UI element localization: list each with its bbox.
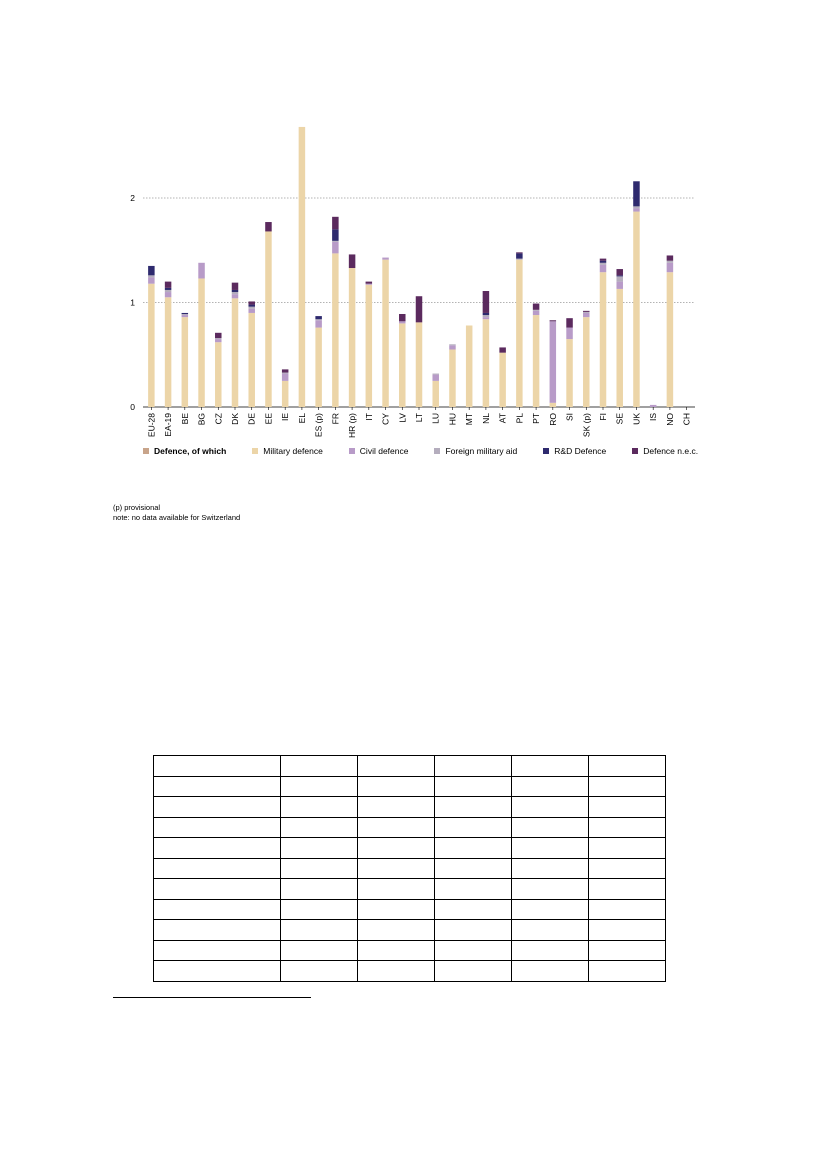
bar-bg-civil-defence xyxy=(198,263,205,279)
bar-si-defence-n-e-c- xyxy=(566,318,573,327)
x-tick-label: AT xyxy=(497,413,508,424)
bar-skp-military-defence xyxy=(583,317,590,407)
table-row xyxy=(154,817,666,838)
chart-legend xyxy=(143,446,698,456)
bar-de-military-defence xyxy=(248,313,255,407)
legend-label-civil-defence: Civil defence xyxy=(359,446,409,456)
bar-se-military-defence xyxy=(616,289,623,407)
table-cell xyxy=(589,920,666,941)
bar-pl-defence-n-e-c- xyxy=(516,252,523,253)
bar-ea19-military-defence xyxy=(165,297,172,407)
bar-fr-foreign-military-aid xyxy=(332,241,339,242)
bar-cz-civil-defence xyxy=(215,339,222,342)
x-tick-label: IE xyxy=(280,413,291,422)
bar-dk-foreign-military-aid xyxy=(232,292,239,294)
table-cell xyxy=(154,899,281,920)
table-cell xyxy=(281,817,358,838)
bar-se-civil-defence xyxy=(616,282,623,289)
table-cell xyxy=(281,776,358,797)
table-cell xyxy=(589,756,666,777)
bar-eu28-military-defence xyxy=(148,284,155,407)
bar-ea19-civil-defence xyxy=(165,292,172,297)
chart-notes xyxy=(113,503,240,523)
table-cell xyxy=(154,838,281,859)
bar-de-defence-n-e-c- xyxy=(248,301,255,304)
legend-swatch-military-defence xyxy=(252,448,258,454)
table-cell xyxy=(154,961,281,982)
table-cell xyxy=(358,899,435,920)
bar-ea19-defence-n-e-c- xyxy=(165,282,172,288)
empty-table xyxy=(153,755,666,982)
bar-ro-defence-n-e-c- xyxy=(550,320,557,321)
bar-lu-civil-defence xyxy=(432,375,439,381)
legend-swatch-civil-defence xyxy=(349,448,355,454)
legend-item-civil-defence xyxy=(349,446,409,456)
bar-hrp-military-defence xyxy=(349,268,356,407)
x-tick-label: LV xyxy=(397,413,408,423)
x-tick-label: NO xyxy=(664,413,675,426)
legend-label-foreign-military-aid: Foreign military aid xyxy=(445,446,518,456)
table-row xyxy=(154,797,666,818)
table-cell xyxy=(435,899,512,920)
bar-is-civil-defence xyxy=(650,405,657,407)
table-row xyxy=(154,899,666,920)
table-cell xyxy=(358,838,435,859)
x-tick-label: PL xyxy=(514,413,525,424)
bar-de-civil-defence xyxy=(248,309,255,313)
table-cell xyxy=(281,899,358,920)
legend-label-defence: Defence, of which xyxy=(154,446,227,456)
table-cell xyxy=(589,797,666,818)
bar-it-military-defence xyxy=(366,285,373,407)
bar-cz-foreign-military-aid xyxy=(215,338,222,339)
bar-pt-defence-n-e-c- xyxy=(533,304,540,310)
bar-cz-defence-n-e-c- xyxy=(215,333,222,338)
x-tick-label: PT xyxy=(531,413,542,424)
bar-nl-r-d-defence xyxy=(483,313,490,315)
bar-lv-military-defence xyxy=(399,323,406,407)
table-cell xyxy=(435,838,512,859)
bar-eu28-r-d-defence xyxy=(148,266,155,275)
legend-swatch-rd-defence xyxy=(543,448,549,454)
legend-swatch-foreign-military-aid xyxy=(434,448,440,454)
x-tick-label: BG xyxy=(196,413,207,426)
x-tick-label: DE xyxy=(246,413,257,425)
legend-item-foreign-military-aid xyxy=(434,446,517,456)
table-cell xyxy=(358,879,435,900)
table-cell xyxy=(154,797,281,818)
bar-se-r-d-defence xyxy=(616,275,623,276)
bar-fr-r-d-defence xyxy=(332,229,339,240)
table-cell xyxy=(154,940,281,961)
table-cell xyxy=(589,817,666,838)
bar-pt-military-defence xyxy=(533,315,540,407)
table-cell xyxy=(281,858,358,879)
table-cell xyxy=(154,776,281,797)
x-tick-label: SI xyxy=(564,413,575,422)
legend-item-defence xyxy=(143,446,226,456)
table-cell xyxy=(358,817,435,838)
bar-at-military-defence xyxy=(499,353,506,407)
bar-bg-military-defence xyxy=(198,278,205,407)
table-cell xyxy=(589,899,666,920)
bar-skp-civil-defence xyxy=(583,313,590,317)
y-tick-label-0: 0 xyxy=(130,402,135,412)
bar-no-military-defence xyxy=(667,272,674,407)
legend-item-defence-nec xyxy=(632,446,698,456)
bar-ea19-r-d-defence xyxy=(165,288,172,290)
table-cell xyxy=(435,817,512,838)
table-cell xyxy=(154,817,281,838)
x-tick-label: EE xyxy=(263,413,274,425)
table-cell xyxy=(154,879,281,900)
legend-swatch-defence xyxy=(143,448,149,454)
table-row xyxy=(154,776,666,797)
bar-esp-military-defence xyxy=(315,328,322,407)
note-provisional: (p) provisional xyxy=(113,503,161,512)
table-cell xyxy=(154,920,281,941)
table-cell xyxy=(512,756,589,777)
table-row xyxy=(154,858,666,879)
table-cell xyxy=(358,920,435,941)
x-tick-label: LU xyxy=(430,413,441,424)
table-cell xyxy=(435,858,512,879)
table-row xyxy=(154,838,666,859)
bar-uk-civil-defence xyxy=(633,208,640,211)
bar-ro-civil-defence xyxy=(550,321,557,403)
table-cell xyxy=(589,879,666,900)
x-tick-label: MT xyxy=(464,413,475,426)
bar-fr-defence-n-e-c- xyxy=(332,217,339,230)
table-cell xyxy=(589,858,666,879)
bar-esp-r-d-defence xyxy=(315,316,322,319)
table-cell xyxy=(435,961,512,982)
bar-skp-defence-n-e-c- xyxy=(583,311,590,312)
bar-no-civil-defence xyxy=(667,263,674,272)
table-cell xyxy=(281,838,358,859)
footnote-divider xyxy=(113,997,311,998)
bar-it-defence-n-e-c- xyxy=(366,282,373,284)
bar-eu28-foreign-military-aid xyxy=(148,275,155,277)
x-tick-label: NL xyxy=(480,413,491,424)
bar-si-military-defence xyxy=(566,339,573,407)
x-tick-label: FI xyxy=(598,413,608,421)
table-row xyxy=(154,961,666,982)
bar-fi-military-defence xyxy=(600,272,607,407)
bar-fi-r-d-defence xyxy=(600,261,607,263)
stacked-bar-chart xyxy=(0,0,827,440)
bar-no-foreign-military-aid xyxy=(667,261,674,263)
table-cell xyxy=(358,756,435,777)
x-tick-label: EA-19 xyxy=(163,413,174,437)
bar-hu-foreign-military-aid xyxy=(449,344,456,345)
table-cell xyxy=(435,940,512,961)
bar-esp-civil-defence xyxy=(315,320,322,327)
table-cell xyxy=(512,817,589,838)
bar-pt-foreign-military-aid xyxy=(533,310,540,311)
x-tick-label: UK xyxy=(631,413,642,425)
table-cell xyxy=(512,776,589,797)
table-cell xyxy=(154,858,281,879)
bar-lu-military-defence xyxy=(432,381,439,407)
bar-dk-defence-n-e-c- xyxy=(232,283,239,290)
table-cell xyxy=(589,776,666,797)
bar-esp-foreign-military-aid xyxy=(315,319,322,320)
x-tick-label: HU xyxy=(447,413,458,426)
x-tick-label: LT xyxy=(414,413,424,423)
bar-se-defence-n-e-c- xyxy=(616,269,623,275)
bar-hu-civil-defence xyxy=(449,345,456,349)
bar-hu-military-defence xyxy=(449,350,456,407)
bar-nl-military-defence xyxy=(483,319,490,407)
table-cell xyxy=(281,797,358,818)
x-tick-label: EU-28 xyxy=(146,413,157,438)
legend-label-military-defence: Military defence xyxy=(263,446,323,456)
x-tick-label: CZ xyxy=(213,413,224,425)
legend-item-rd-defence xyxy=(543,446,606,456)
bar-cz-military-defence xyxy=(215,342,222,407)
table-cell xyxy=(281,961,358,982)
bar-lv-defence-n-e-c- xyxy=(399,314,406,321)
x-tick-label: IS xyxy=(648,413,659,422)
table-cell xyxy=(512,838,589,859)
bar-skp-foreign-military-aid xyxy=(583,312,590,313)
bar-cy-military-defence xyxy=(382,260,389,407)
table-row xyxy=(154,879,666,900)
x-tick-label: SK (p) xyxy=(581,413,592,438)
table-cell xyxy=(358,776,435,797)
bar-si-civil-defence xyxy=(566,328,573,339)
table-row xyxy=(154,920,666,941)
bar-fi-foreign-military-aid xyxy=(600,263,607,265)
x-tick-label: CH xyxy=(681,413,692,426)
bar-fr-civil-defence xyxy=(332,242,339,253)
bar-be-military-defence xyxy=(182,317,189,407)
bar-dk-military-defence xyxy=(232,298,239,407)
x-tick-label: SE xyxy=(614,413,625,425)
table-cell xyxy=(358,940,435,961)
table-row xyxy=(154,940,666,961)
bar-lt-military-defence xyxy=(416,322,423,407)
bar-be-r-d-defence xyxy=(182,313,189,314)
table-cell xyxy=(435,920,512,941)
bar-fi-defence-n-e-c- xyxy=(600,259,607,261)
bar-lt-defence-n-e-c- xyxy=(416,296,423,322)
table-cell xyxy=(358,858,435,879)
x-tick-label: HR (p) xyxy=(347,413,358,439)
bar-nl-defence-n-e-c- xyxy=(483,291,490,313)
table-cell xyxy=(512,797,589,818)
y-tick-label-2: 2 xyxy=(130,193,135,203)
bar-nl-foreign-military-aid xyxy=(483,315,490,317)
x-tick-label: IT xyxy=(363,413,374,421)
table-cell xyxy=(358,961,435,982)
bar-nl-civil-defence xyxy=(483,317,490,319)
table-cell xyxy=(512,961,589,982)
table-cell xyxy=(512,940,589,961)
table-cell xyxy=(512,920,589,941)
table-cell xyxy=(512,879,589,900)
bar-at-defence-n-e-c- xyxy=(499,347,506,352)
bar-uk-r-d-defence xyxy=(633,181,640,206)
table-row xyxy=(154,756,666,777)
bar-pl-foreign-military-aid xyxy=(516,259,523,260)
x-tick-label: DK xyxy=(230,413,240,425)
table-cell xyxy=(281,879,358,900)
bar-ie-military-defence xyxy=(282,381,289,407)
table-cell xyxy=(435,797,512,818)
bar-eu28-civil-defence xyxy=(148,277,155,283)
table-cell xyxy=(435,756,512,777)
bar-ie-defence-n-e-c- xyxy=(282,369,289,372)
table-cell xyxy=(435,879,512,900)
bar-se-foreign-military-aid xyxy=(616,276,623,281)
note-switzerland: note: no data available for Switzerland xyxy=(113,513,241,522)
legend-label-rd-defence: R&D Defence xyxy=(554,446,607,456)
bar-be-civil-defence xyxy=(182,315,189,317)
bar-be-foreign-military-aid xyxy=(182,314,189,315)
table-cell xyxy=(435,776,512,797)
bar-de-r-d-defence xyxy=(248,305,255,307)
bar-el-military-defence xyxy=(299,127,306,407)
x-tick-label: EL xyxy=(296,413,307,424)
bar-uk-military-defence xyxy=(633,212,640,407)
bar-no-defence-n-e-c- xyxy=(667,255,674,260)
x-tick-label: ES (p) xyxy=(313,413,324,438)
bar-ee-defence-n-e-c- xyxy=(265,222,272,231)
table-cell xyxy=(512,858,589,879)
table-cell xyxy=(358,797,435,818)
legend-label-defence-nec: Defence n.e.c. xyxy=(643,446,699,456)
table-cell xyxy=(281,920,358,941)
bar-ee-military-defence xyxy=(265,231,272,407)
x-tick-label: FR xyxy=(330,413,341,425)
bar-lv-civil-defence xyxy=(399,321,406,323)
table-cell xyxy=(154,756,281,777)
legend-item-military-defence xyxy=(252,446,323,456)
x-tick-label: BE xyxy=(179,413,190,425)
bar-dk-r-d-defence xyxy=(232,290,239,292)
bar-lu-foreign-military-aid xyxy=(432,374,439,375)
bar-de-foreign-military-aid xyxy=(248,307,255,309)
y-tick-label-1: 1 xyxy=(130,297,135,308)
bar-pl-r-d-defence xyxy=(516,253,523,258)
bar-fr-military-defence xyxy=(332,253,339,407)
bar-ie-foreign-military-aid xyxy=(282,373,289,374)
bar-ie-civil-defence xyxy=(282,374,289,381)
legend-swatch-defence-nec xyxy=(632,448,638,454)
table-cell xyxy=(589,961,666,982)
bar-pt-civil-defence xyxy=(533,311,540,315)
bar-ea19-foreign-military-aid xyxy=(165,290,172,292)
table-cell xyxy=(512,899,589,920)
bar-cy-civil-defence xyxy=(382,258,389,260)
table-cell xyxy=(281,940,358,961)
table-cell xyxy=(589,838,666,859)
bar-uk-foreign-military-aid xyxy=(633,206,640,208)
x-tick-label: RO xyxy=(547,413,558,426)
bar-hrp-defence-n-e-c- xyxy=(349,254,356,268)
bar-mt-military-defence xyxy=(466,325,473,407)
table-cell xyxy=(589,940,666,961)
bar-ro-military-defence xyxy=(550,403,557,407)
bar-dk-civil-defence xyxy=(232,294,239,298)
x-tick-label: CY xyxy=(380,413,391,425)
table-cell xyxy=(281,756,358,777)
bar-pl-military-defence xyxy=(516,260,523,407)
bar-it-civil-defence xyxy=(366,284,373,285)
bar-fi-civil-defence xyxy=(600,265,607,272)
